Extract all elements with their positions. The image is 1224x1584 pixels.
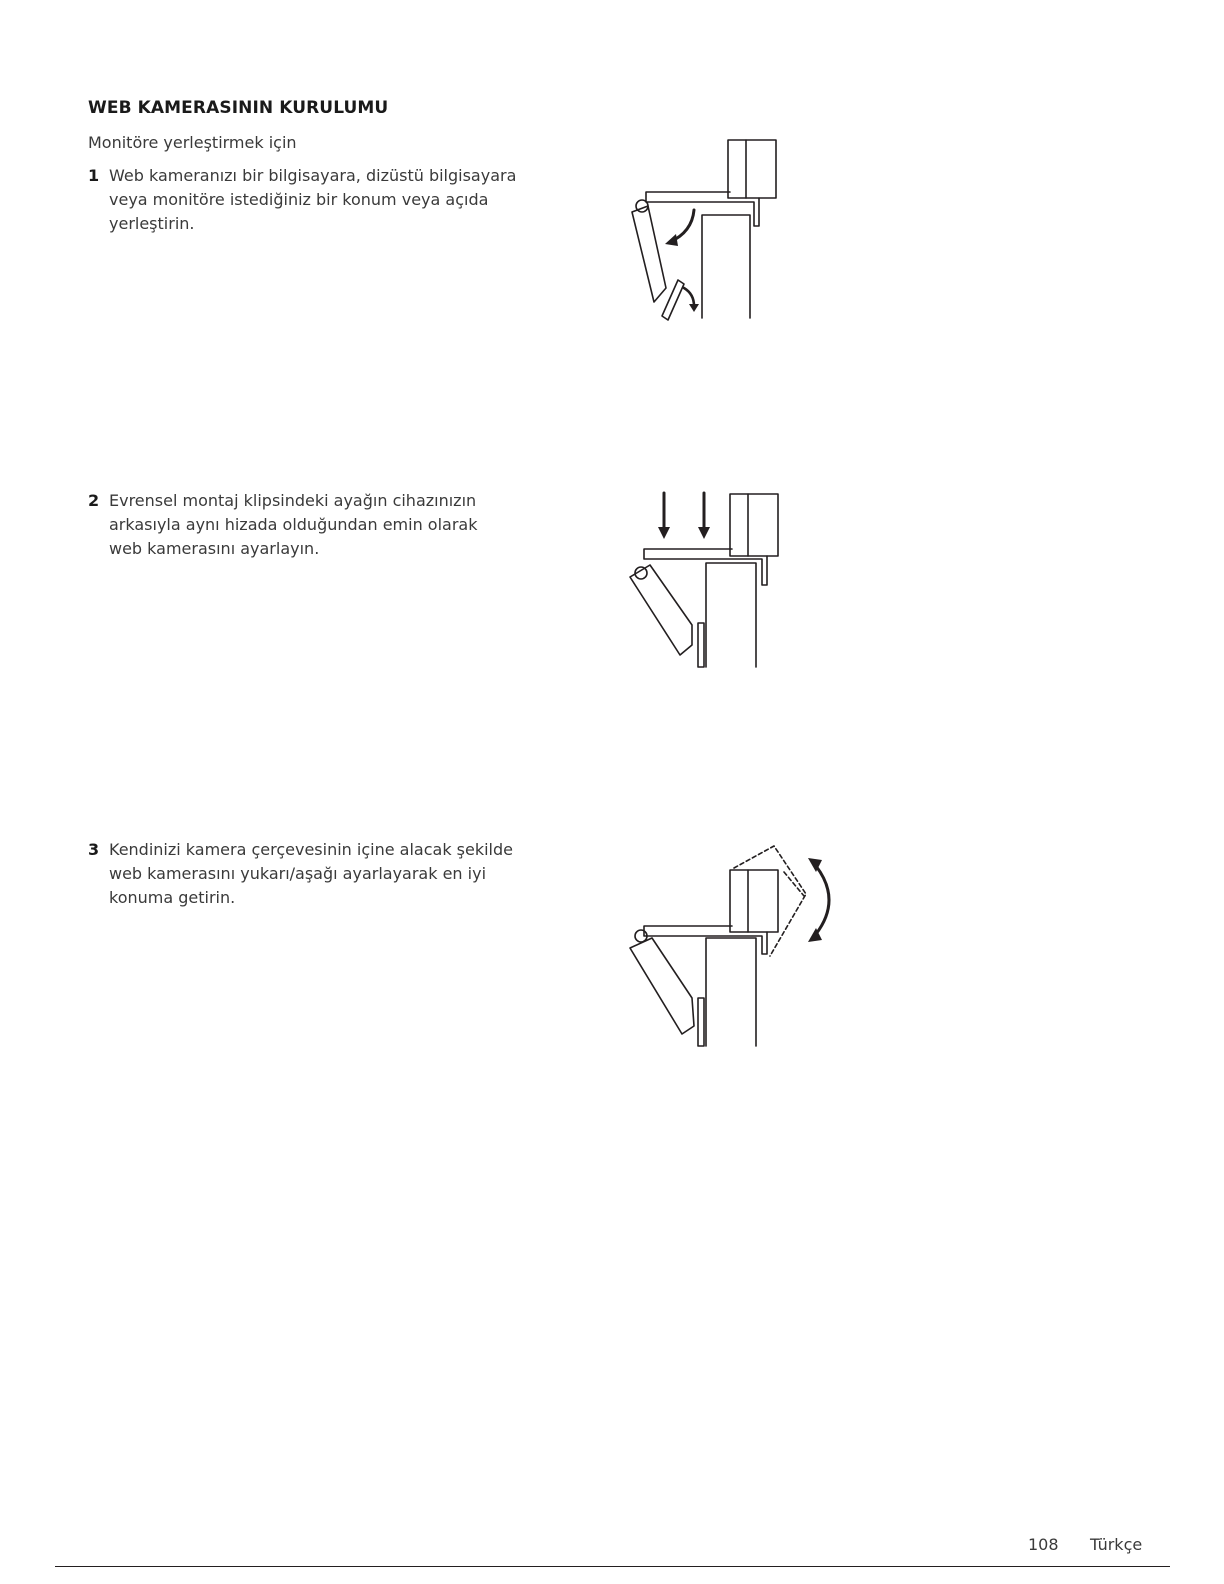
- webcam-mount-illustration-1: [610, 130, 810, 325]
- footer-language: Türkçe: [1090, 1535, 1143, 1554]
- step-text-line: veya monitöre istediğiniz bir konum veya açıda: [109, 190, 489, 209]
- step-text-line: Web kameranızı bir bilgisayara, dizüstü bilgisayara: [109, 166, 517, 185]
- section-subtitle: Monitöre yerleştirmek için: [88, 133, 297, 152]
- monitor-outline: [706, 938, 756, 1046]
- webcam-mount-illustration-2: [610, 485, 810, 675]
- monitor-outline: [706, 563, 756, 667]
- step-text: [109, 838, 569, 910]
- step-number: 2: [88, 491, 100, 510]
- step-text-line: web kamerasını ayarlayın.: [109, 539, 320, 558]
- step-text-line: web kamerasını yukarı/aşağı ayarlayarak en iyi: [109, 864, 487, 883]
- step-text-line: konuma getirin.: [109, 888, 236, 907]
- webcam-mount-illustration-3: [610, 838, 850, 1053]
- webcam-body: [730, 494, 778, 556]
- webcam-body: [728, 140, 776, 198]
- step-text-line: Kendinizi kamera çerçevesinin içine alacak şekilde: [109, 840, 513, 859]
- step-text-line: Evrensel montaj klipsindeki ayağın cihazınızın: [109, 491, 477, 510]
- webcam-tilt-outline: [734, 846, 806, 956]
- foot-pad: [698, 998, 704, 1046]
- webcam-body: [730, 870, 778, 932]
- step-text: [109, 164, 569, 236]
- step-number: 1: [88, 166, 100, 185]
- page-number: 108: [1028, 1535, 1059, 1554]
- rotate-arrow-small-icon: [684, 288, 694, 306]
- step-text-line: arkasıyla aynı hizada olduğundan emin olarak: [109, 515, 478, 534]
- folding-foot: [632, 206, 666, 302]
- folding-foot: [630, 938, 694, 1034]
- step-number: 3: [88, 840, 100, 859]
- step-text: [109, 489, 569, 561]
- tilt-arrow-icon: [816, 866, 829, 934]
- monitor-outline: [702, 215, 750, 318]
- foot-pad: [698, 623, 704, 667]
- step-text-line: yerleştirin.: [109, 214, 195, 233]
- section-title: WEB KAMERASININ KURULUMU: [88, 98, 389, 118]
- footer-divider: [55, 1566, 1170, 1567]
